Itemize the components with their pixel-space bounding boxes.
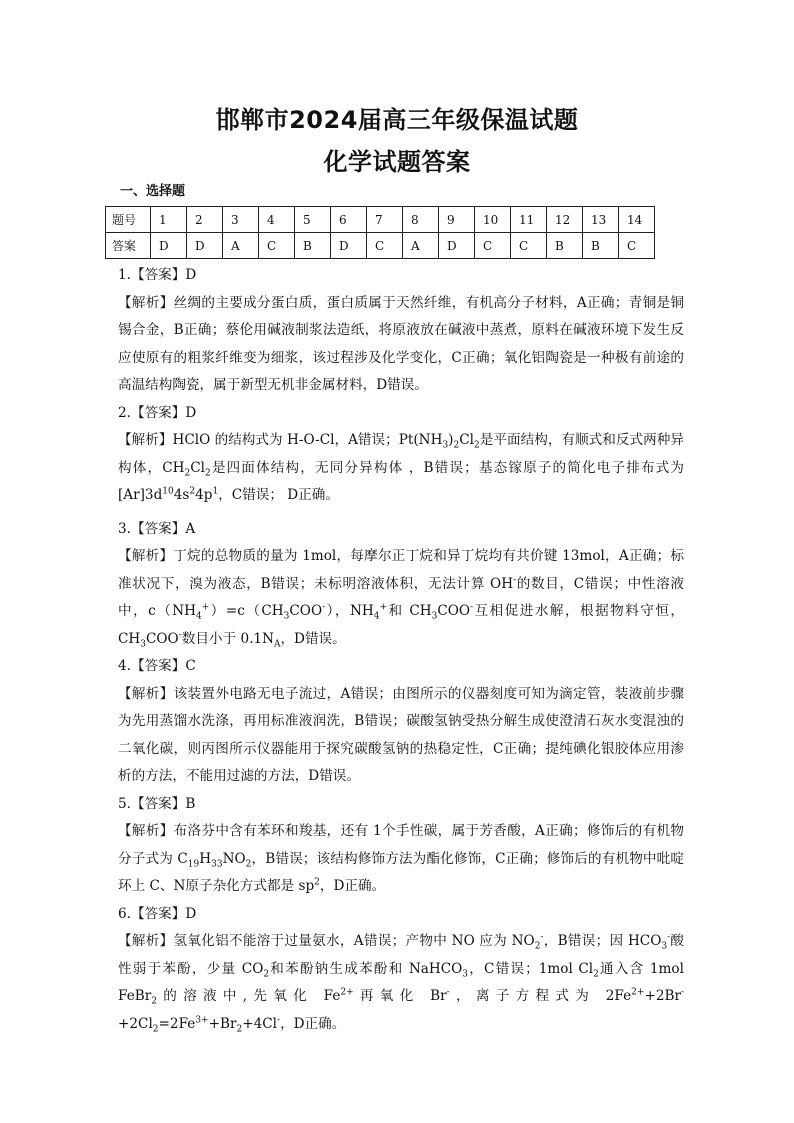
number-cell: 9 [439,207,475,233]
text-run: +4Cl [242,1015,278,1032]
text-run: +Br [208,1015,237,1032]
text-run: 【解析】布洛芬中含有苯环和羧基，还有 1个手性碳，属于芳香酸，A正确；修饰后的有机物分子式为 C [118,823,684,867]
superscript: 3+ [195,1014,209,1025]
superscript: 2+ [631,987,645,998]
superscript: - [680,987,685,998]
number-cell: 2 [187,207,223,233]
superscript: 10 [162,486,174,497]
analysis-paragraph [118,543,684,653]
answer-heading: 4.【答案】C [118,658,196,674]
subscript: 3 [431,611,438,622]
answer-heading: 3.【答案】A [118,520,196,537]
text-run: 4p [195,487,213,503]
number-cell: 5 [295,207,331,233]
answer-heading: 6.【答案】D [118,905,197,922]
number-cell: 14 [619,207,655,233]
text-run: =2Fe [158,1015,196,1032]
subscript: 19 [187,859,200,870]
text-run: ，D正确。 [319,878,386,894]
number-cell: 7 [367,207,403,233]
number-cell: 3 [223,207,259,233]
subscript: A [273,639,281,650]
text-run: 是平面结构，有顺式和反式两种异构体，CH [118,432,684,476]
answer-cell: B [583,233,619,259]
text-run: 是四面体结构，无同分异构体 ，B错误；基态镓原子的简化电子排布式为[Ar]3d [118,459,684,503]
text-run: H [199,850,212,867]
text-run: ，C错误； D正确。 [218,487,339,503]
superscript: - [446,987,450,998]
subscript: 33 [211,859,223,870]
answer-heading: 1.【答案】D [118,267,197,283]
superscript: - [667,932,671,943]
text-run: 【解析】HClO 的结构式为 H-O-Cl，A错误；Pt(NH [118,432,443,448]
text-run: 【解析】氢氧化铝不能溶于过量氨水，A错误；产物中 NO 应为 NO [118,933,535,949]
analysis-paragraph [118,818,684,901]
text-run: +2Cl [118,1015,153,1032]
superscript: - [178,629,182,640]
answer-explanations [118,262,684,1038]
answer-cell: D [439,233,475,259]
text-run: COO [146,630,179,647]
analysis-paragraph [118,928,684,1038]
table-header-cell: 题号 [106,207,151,233]
text-run: 和苯酚钠生成苯酚和 NaHCO [269,960,463,977]
subscript: 2 [152,1024,159,1035]
answer-cell: D [331,233,367,259]
superscript: - [540,932,544,943]
subscript: 2 [245,859,252,870]
text-run: ）=c（CH [209,603,284,619]
text-run: 【解析】丁烷的总物质的量为 1mol，每摩尔正丁烷和异丁烷均有共价键 13mol，A正确；标准状况下，溴为液态，B错误；未标明溶液体积，无法计算 OH [118,548,684,592]
text-run: ，D错误。 [280,630,346,647]
subscript: 4 [196,611,202,622]
number-cell: 13 [583,207,619,233]
number-cell: 8 [403,207,439,233]
superscript: 2+ [340,987,354,998]
text-run: 和 CH [387,603,432,619]
answer-cell: C [259,233,295,259]
text-run: Cl [459,432,474,448]
document-title: 邯郸市2024届高三年级保温试题 [215,106,579,134]
superscript: + [379,602,387,613]
text-run: 的溶液中,先氧化 Fe [156,988,341,1004]
answer-table [105,206,655,259]
answer-cell: B [295,233,331,259]
text-run: ），NH [325,603,374,619]
text-run: 的数目，C错误；中性溶液中，c（NH [118,575,684,619]
answer-heading: 5.【答案】B [118,795,196,812]
text-run: 数目小于 0.1N [181,630,274,647]
subscript: 2 [184,468,191,479]
text-run: NO [222,850,246,867]
answer-cell: A [403,233,439,259]
subscript: 2 [151,996,157,1007]
subscript: 3 [442,440,449,451]
superscript: - [322,602,326,613]
number-cell: 10 [475,207,511,233]
answer-heading: 2.【答案】D [118,404,197,421]
text-run: ) [448,432,454,448]
subscript: 2 [473,440,480,451]
table-header-cell: 答案 [106,233,151,259]
subscript: 2 [236,1024,243,1035]
text-run: ，离子方程式为 2Fe [449,988,632,1004]
subscript: 2 [453,440,460,451]
answer-table-row-answers [106,233,655,259]
text-run: ，B错误；因 HCO [543,933,662,949]
subscript: 2 [593,969,599,980]
answer-cell: D [151,233,187,259]
answer-cell: B [547,233,583,259]
text-run: COO [289,603,323,619]
subscript: 3 [283,611,290,622]
document-subtitle: 化学试题答案 [323,148,471,176]
subscript: 2 [204,468,211,479]
analysis-paragraph [118,427,684,510]
superscript: - [513,574,517,585]
text-run: 通入含 1mol FeBr [118,960,684,1004]
answer-cell: C [367,233,403,259]
answer-cell: C [511,233,547,259]
text-run: 再氧化 Br [353,988,447,1004]
superscript: - [277,1014,281,1025]
number-cell: 11 [511,207,547,233]
text-run: +2Br [644,988,681,1004]
subscript: 4 [373,611,380,622]
text-run: Cl [190,459,205,476]
superscript: + [201,602,210,613]
text-run: ，C错误；1mol Cl [468,960,594,977]
superscript: 1 [212,486,219,497]
answer-cell: D [187,233,223,259]
subscript: 3 [140,639,146,650]
number-cell: 1 [151,207,187,233]
subscript: 3 [462,969,469,980]
number-cell: 4 [259,207,295,233]
answer-cell: A [223,233,259,259]
subscript: 2 [534,941,541,952]
analysis-paragraph: 【解析】丝绸的主要成分蛋白质，蛋白质属于天然纤维，有机高分子材料，A正确；青铜是铜锡合金，B正确；蔡伦用碱液制浆法造纸，将原液放在碱液中蒸煮，原料在碱液环境下发生反应使原有的粗浆纤维变为细浆，该过程涉及化学变化，C正确；氧化铝陶瓷是一种极有前途的高温结构陶瓷，属于新型无机非金属材料，D错误。 [118,294,684,393]
text-run: 互相促进水解，根据物料守恒，CH [118,603,685,647]
superscript: 2 [314,877,320,888]
text-run: 4s [173,487,190,503]
superscript: 2 [189,486,196,497]
answer-cell: C [619,233,655,259]
text-run: 酸性弱于苯酚，少量 CO [118,933,685,977]
text-run: ，D正确。 [280,1015,346,1032]
number-cell: 12 [547,207,583,233]
subscript: 3 [661,941,668,952]
answer-cell: C [475,233,511,259]
text-run: COO [437,603,471,619]
text-run: ，B错误；该结构修饰方法为酯化修饰，C正确；修饰后的有机物中吡啶环上 C、N原子杂化方式都是 sp [118,850,684,894]
subscript: 2 [263,969,270,980]
analysis-paragraph: 【解析】该装置外电路无电子流过，A错误；由图所示的仪器刻度可知为滴定管，装液前步骤为先用蒸馏水洗涤，再用标准液润洗，B错误；碳酸氢钠受热分解生成使澄清石灰水变混浊的二氧化碳，则丙图所示仪器能用于探究碳酸氢钠的热稳定性，C正确；提纯碘化银胶体应用渗析的方法，不能用过滤的方法，D错误。 [118,685,684,784]
answer-table-row-numbers [106,207,655,233]
number-cell: 6 [331,207,367,233]
superscript: - [470,602,474,613]
section-heading: 一、选择题 [120,184,186,199]
